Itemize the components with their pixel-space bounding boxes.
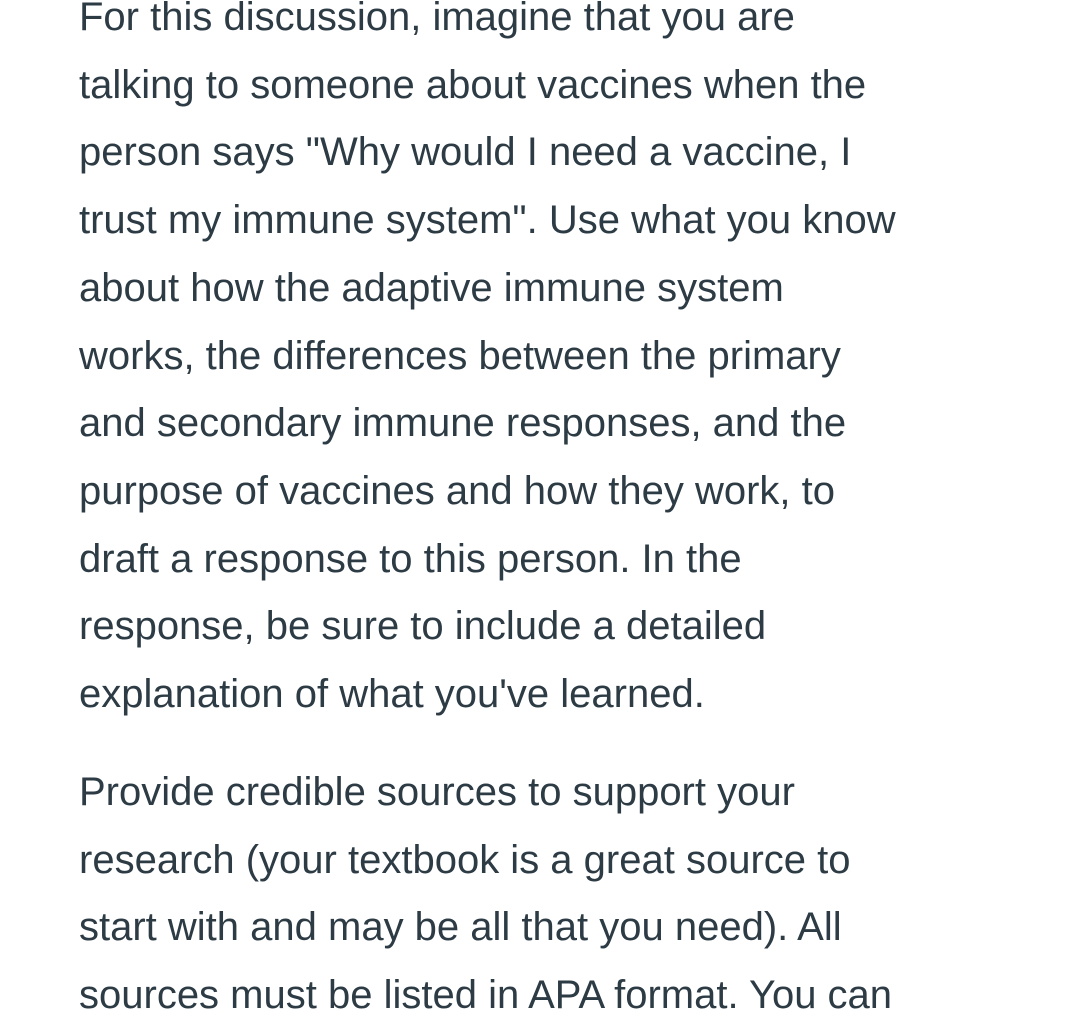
prompt-line: explanation of what you've learned.	[79, 672, 705, 717]
prompt-line: person says "Why would I need a vaccine, I	[79, 130, 852, 175]
prompt-line: and secondary immune responses, and the	[79, 401, 847, 446]
prompt-line: Provide credible sources to support your	[79, 770, 795, 814]
prompt-line: For this discussion, imagine that you are	[79, 0, 795, 39]
prompt-line: research (your textbook is a great source to	[79, 837, 851, 882]
prompt-line: draft a response to this person. In the	[79, 536, 742, 581]
prompt-line: about how the adaptive immune system	[79, 265, 784, 310]
prompt-line: sources must be listed in APA format. You can	[79, 973, 893, 1018]
prompt-line: start with and may be all that you need). All	[79, 905, 842, 950]
prompt-line: works, the differences between the primary	[79, 333, 841, 378]
prompt-line: talking to someone about vaccines when the	[79, 62, 867, 107]
prompt-line: response, be sure to include a detailed	[79, 604, 767, 649]
prompt-line: purpose of vaccines and how they work, to	[79, 468, 835, 513]
prompt-paragraph-1	[79, 0, 1040, 729]
prompt-paragraph-2	[79, 759, 1040, 1027]
prompt-line: trust my immune system". Use what you know	[79, 198, 896, 243]
